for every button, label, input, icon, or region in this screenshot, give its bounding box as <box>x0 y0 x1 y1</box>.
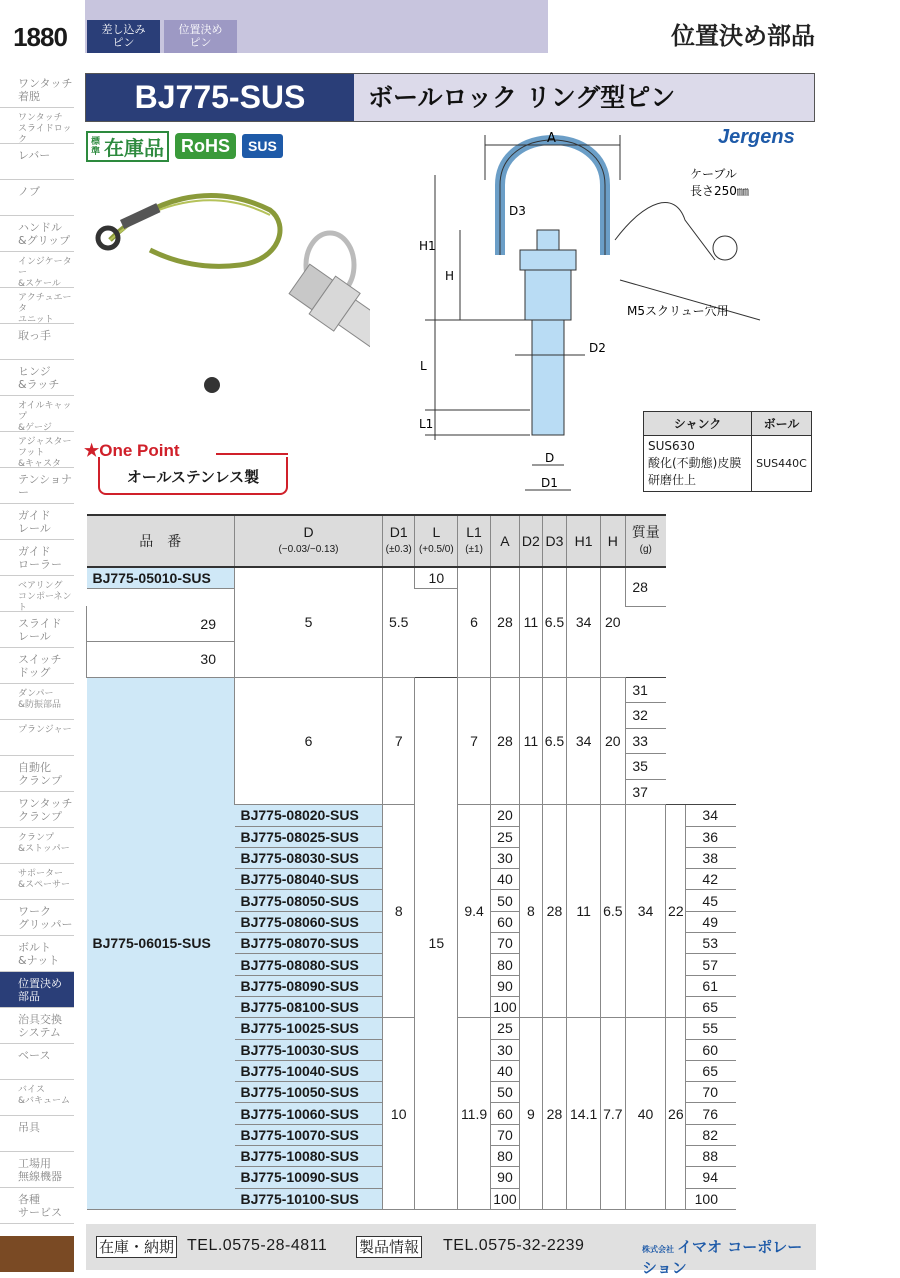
part-number: BJ775-10025-SUS <box>235 1018 383 1039</box>
spec-h1: 34 <box>567 677 601 805</box>
sidebar-item[interactable]: ノブ <box>0 180 74 216</box>
spec-header-main: H1 <box>574 532 593 549</box>
spec-a: 28 <box>542 1018 567 1210</box>
spec-mass: 42 <box>686 869 736 890</box>
spec-d3: 6.5 <box>542 567 567 677</box>
stock-label: 在庫・納期 <box>96 1236 177 1258</box>
spec-mass: 61 <box>686 975 736 996</box>
spec-header-tolerance: (−0.03/−0.13) <box>278 544 339 555</box>
spec-d: 5 <box>235 567 383 677</box>
spec-d1: 11.9 <box>458 1018 491 1210</box>
spec-l: 90 <box>490 1167 519 1188</box>
spec-h: 20 <box>601 567 626 677</box>
spec-header <box>415 515 458 567</box>
spec-mass: 32 <box>625 703 666 729</box>
material-header-shank: シャンク <box>644 412 752 436</box>
spec-header-main: D3 <box>545 532 564 549</box>
product-name: ボールロック リング型ピン <box>368 83 676 112</box>
sidebar-item[interactable]: クランプ &ストッパー <box>0 828 74 864</box>
tab-insert-pin[interactable]: 差し込み ピン <box>87 20 160 53</box>
spec-header-main: D1 <box>389 524 408 540</box>
dim-label-H1: H1 <box>419 239 436 253</box>
spec-mass: 31 <box>625 677 666 703</box>
spec-d1: 7 <box>383 677 415 805</box>
material-ball: SUS440C <box>752 436 812 492</box>
material-shank <box>644 436 752 492</box>
spec-l: 80 <box>490 1146 519 1167</box>
sidebar-item[interactable]: 取っ手 <box>0 324 74 360</box>
sidebar-item[interactable]: テンショナー <box>0 468 74 504</box>
spec-header-main: D2 <box>521 532 540 549</box>
sidebar-item[interactable]: 位置決め 部品 <box>0 972 74 1008</box>
spec-mass: 34 <box>686 805 736 826</box>
stock-badge-small: 標準 <box>91 136 101 157</box>
part-number: BJ775-10100-SUS <box>235 1188 383 1209</box>
spec-mass: 36 <box>686 826 736 847</box>
dim-label-D3: D3 <box>509 204 526 218</box>
spec-header <box>87 515 235 567</box>
spec-l1: 6 <box>458 567 491 677</box>
spec-d3: 6.5 <box>601 805 626 1018</box>
spec-l1: 9 <box>520 1018 543 1210</box>
part-number: BJ775-10060-SUS <box>235 1103 383 1124</box>
spec-header <box>520 515 543 567</box>
spec-d: 6 <box>235 677 383 805</box>
dim-label-L: L <box>420 359 427 373</box>
badge-row <box>86 131 283 162</box>
dim-label-A: A <box>547 131 556 146</box>
spec-header-main: D <box>303 524 314 540</box>
spec-mass: 53 <box>686 933 736 954</box>
spec-header <box>625 515 666 567</box>
stock-badge-label: 在庫品 <box>104 136 164 160</box>
spec-l: 80 <box>490 954 519 975</box>
spec-l1: 7 <box>458 677 491 805</box>
spec-d: 10 <box>383 1018 415 1210</box>
sidebar-item[interactable]: スイッチ ドッグ <box>0 648 74 684</box>
cable-length: 長さ250㎜ <box>690 184 749 198</box>
sidebar-item[interactable]: アクチュエータ ユニット <box>0 288 74 324</box>
sidebar-item[interactable]: 工場用 無線機器 <box>0 1152 74 1188</box>
sidebar <box>0 72 74 1224</box>
screw-note: M5スクリュー穴用 <box>627 304 729 318</box>
info-tel[interactable]: TEL.0575-32-2239 <box>443 1237 585 1254</box>
spec-l: 10 <box>415 567 458 588</box>
spec-mass: 55 <box>686 1018 736 1039</box>
spec-header-tolerance: (±1) <box>465 544 483 555</box>
part-number: BJ775-10070-SUS <box>235 1124 383 1145</box>
spec-mass: 94 <box>686 1167 736 1188</box>
sus-badge: SUS <box>242 134 283 158</box>
spec-header-main: A <box>500 532 510 549</box>
part-number: BJ775-08070-SUS <box>235 933 383 954</box>
spec-header-main: 品 番 <box>139 532 182 549</box>
sidebar-footer-block <box>0 1236 74 1272</box>
shank-line: SUS630 <box>648 439 695 453</box>
sidebar-item[interactable]: 吊具 <box>0 1116 74 1152</box>
spec-d1: 9.4 <box>458 805 491 1018</box>
sidebar-item[interactable]: ガイド レール <box>0 504 74 540</box>
spec-header-tolerance: (+0.5/0) <box>418 544 454 555</box>
product-photo <box>90 180 370 410</box>
material-table <box>643 411 812 492</box>
spec-l: 60 <box>490 911 519 932</box>
spec-d2: 11 <box>520 677 543 805</box>
spec-l: 30 <box>490 1039 519 1060</box>
spec-header <box>567 515 601 567</box>
one-point-heading: ★One Point <box>84 441 180 460</box>
spec-l: 25 <box>490 1018 519 1039</box>
one-point-text: オールステンレス製 <box>98 457 288 495</box>
info-label: 製品情報 <box>356 1236 422 1258</box>
stock-tel[interactable]: TEL.0575-28-4811 <box>187 1237 328 1254</box>
spec-header-main: 質量 <box>631 524 660 540</box>
spec-l: 50 <box>490 1082 519 1103</box>
spec-l: 100 <box>490 996 519 1017</box>
spec-header <box>490 515 519 567</box>
spec-d3: 7.7 <box>601 1018 626 1210</box>
spec-header <box>383 515 415 567</box>
spec-mass: 57 <box>686 954 736 975</box>
spec-d1: 5.5 <box>383 567 415 677</box>
spec-mass: 35 <box>625 754 666 780</box>
spec-mass: 65 <box>686 996 736 1017</box>
shank-line: 酸化(不動態)皮膜 <box>648 456 742 470</box>
part-number: BJ775-08100-SUS <box>235 996 383 1017</box>
part-number: BJ775-08025-SUS <box>235 826 383 847</box>
spec-mass: 100 <box>686 1188 736 1209</box>
spec-l: 100 <box>490 1188 519 1209</box>
part-number: BJ775-08090-SUS <box>235 975 383 996</box>
pin-tip <box>204 377 220 393</box>
spec-mass: 70 <box>686 1082 736 1103</box>
sidebar-item[interactable]: サポーター &スペーサー <box>0 864 74 900</box>
spec-a: 28 <box>542 805 567 1018</box>
part-number: BJ775-08030-SUS <box>235 847 383 868</box>
tab-locating-pin[interactable]: 位置決め ピン <box>164 20 237 53</box>
spec-header-tolerance: (g) <box>639 544 652 555</box>
one-point-rule <box>216 453 288 455</box>
spec-l: 70 <box>490 1124 519 1145</box>
spec-header <box>458 515 491 567</box>
spec-l: 25 <box>490 826 519 847</box>
spec-l: 40 <box>490 869 519 890</box>
spec-d2: 11 <box>520 567 543 677</box>
sidebar-item[interactable]: ベアリング コンポーネント <box>0 576 74 612</box>
part-number: BJ775-10080-SUS <box>235 1146 383 1167</box>
sidebar-item[interactable]: ハンドル &グリップ <box>0 216 74 252</box>
sidebar-item[interactable]: レバー <box>0 144 74 180</box>
spec-h: 26 <box>666 1018 686 1210</box>
spec-a: 28 <box>490 677 519 805</box>
dim-label-D: D <box>545 451 555 465</box>
cable-label: ケーブル <box>690 167 737 181</box>
rohs-badge: RoHS <box>175 133 236 159</box>
spec-l: 20 <box>490 805 519 826</box>
sidebar-item[interactable]: ヒンジ &ラッチ <box>0 360 74 396</box>
part-number: BJ775-08050-SUS <box>235 890 383 911</box>
sidebar-item[interactable]: ダンパー &防振部品 <box>0 684 74 720</box>
sidebar-item[interactable]: ベース <box>0 1044 74 1080</box>
sidebar-item[interactable]: ガイド ローラー <box>0 540 74 576</box>
part-number: BJ775-10030-SUS <box>235 1039 383 1060</box>
sidebar-item[interactable]: スライド レール <box>0 612 74 648</box>
spec-l: 50 <box>490 890 519 911</box>
dim-label-H: H <box>445 269 455 283</box>
sidebar-item[interactable]: プランジャー <box>0 720 74 756</box>
spec-mass: 28 <box>625 567 666 606</box>
spec-header-main: L1 <box>466 524 482 540</box>
spec-mass: 38 <box>686 847 736 868</box>
spec-l1: 8 <box>520 805 543 1018</box>
part-number: BJ775-06015-SUS <box>87 677 235 1209</box>
dim-label-L1: L1 <box>419 417 434 431</box>
spec-h1: 34 <box>567 567 601 677</box>
sidebar-item[interactable]: アジャスター フット &キャスタ <box>0 432 74 468</box>
company-name: イマオ コーポレーション <box>642 1238 803 1277</box>
part-number: BJ775-08040-SUS <box>235 869 383 890</box>
brand-logo: Jergens <box>718 126 795 148</box>
spec-l: 40 <box>490 1060 519 1081</box>
spec-mass: 30 <box>87 642 235 678</box>
product-title-bar <box>85 73 815 122</box>
spec-h1: 34 <box>625 805 666 1018</box>
spec-mass: 49 <box>686 911 736 932</box>
spec-mass: 45 <box>686 890 736 911</box>
stock-badge <box>86 131 169 162</box>
spec-a: 28 <box>490 567 519 677</box>
spec-mass: 60 <box>686 1039 736 1060</box>
part-number: BJ775-08080-SUS <box>235 954 383 975</box>
sidebar-item[interactable]: ワンタッチ 着脱 <box>0 72 74 108</box>
spec-d2: 11 <box>567 805 601 1018</box>
sidebar-item[interactable]: ボルト &ナット <box>0 936 74 972</box>
spec-h: 22 <box>666 805 686 1018</box>
spec-header <box>235 515 383 567</box>
spec-l: 60 <box>490 1103 519 1124</box>
section-title: 位置決め部品 <box>671 22 815 50</box>
sidebar-item[interactable]: ワーク グリッパー <box>0 900 74 936</box>
part-number: BJ775-08060-SUS <box>235 911 383 932</box>
part-number: BJ775-05010-SUS <box>87 567 235 588</box>
material-header-ball: ボール <box>752 412 812 436</box>
spec-h1: 40 <box>625 1018 666 1210</box>
spec-h: 20 <box>601 677 626 805</box>
spec-header-main: L <box>432 524 441 540</box>
spec-d3: 6.5 <box>542 677 567 805</box>
spec-l: 30 <box>490 847 519 868</box>
spec-mass: 82 <box>686 1124 736 1145</box>
spec-header <box>601 515 626 567</box>
page-number: 1880 <box>13 22 67 52</box>
spec-mass: 29 <box>87 606 235 642</box>
shank-line: 研磨仕上 <box>648 473 697 487</box>
one-point-note <box>84 441 260 486</box>
spec-l: 15 <box>415 677 458 1209</box>
spec-d: 8 <box>383 805 415 1018</box>
sidebar-item[interactable]: ワンタッチ クランプ <box>0 792 74 828</box>
sidebar-item[interactable]: オイルキャップ &ゲージ <box>0 396 74 432</box>
spec-l: 90 <box>490 975 519 996</box>
footer <box>86 1224 816 1277</box>
product-code: BJ775-SUS <box>86 74 354 121</box>
sidebar-item[interactable]: インジケーター &スケール <box>0 252 74 288</box>
company-prefix: 株式会社 <box>642 1245 674 1254</box>
spec-header <box>542 515 567 567</box>
spec-mass: 65 <box>686 1060 736 1081</box>
spec-header-main: H <box>607 532 618 549</box>
dim-label-D1: D1 <box>541 476 558 490</box>
spec-table <box>86 514 736 1210</box>
sidebar-item[interactable]: 各種 サービス <box>0 1188 74 1224</box>
part-number: BJ775-10050-SUS <box>235 1082 383 1103</box>
spec-header-tolerance: (±0.3) <box>385 544 412 555</box>
spec-mass: 33 <box>625 728 666 754</box>
spec-mass: 37 <box>625 779 666 805</box>
dim-label-D2: D2 <box>589 341 606 355</box>
sidebar-item[interactable]: ワンタッチ スライドロック <box>0 108 74 144</box>
spec-l: 70 <box>490 933 519 954</box>
spec-d2: 14.1 <box>567 1018 601 1210</box>
spec-mass: 76 <box>686 1103 736 1124</box>
sidebar-item[interactable]: バイス &バキューム <box>0 1080 74 1116</box>
sidebar-item[interactable]: 治具交換 システム <box>0 1008 74 1044</box>
spec-mass: 88 <box>686 1146 736 1167</box>
part-number: BJ775-10040-SUS <box>235 1060 383 1081</box>
sidebar-item[interactable]: 自動化 クランプ <box>0 756 74 792</box>
part-number: BJ775-10090-SUS <box>235 1167 383 1188</box>
part-number: BJ775-08020-SUS <box>235 805 383 826</box>
